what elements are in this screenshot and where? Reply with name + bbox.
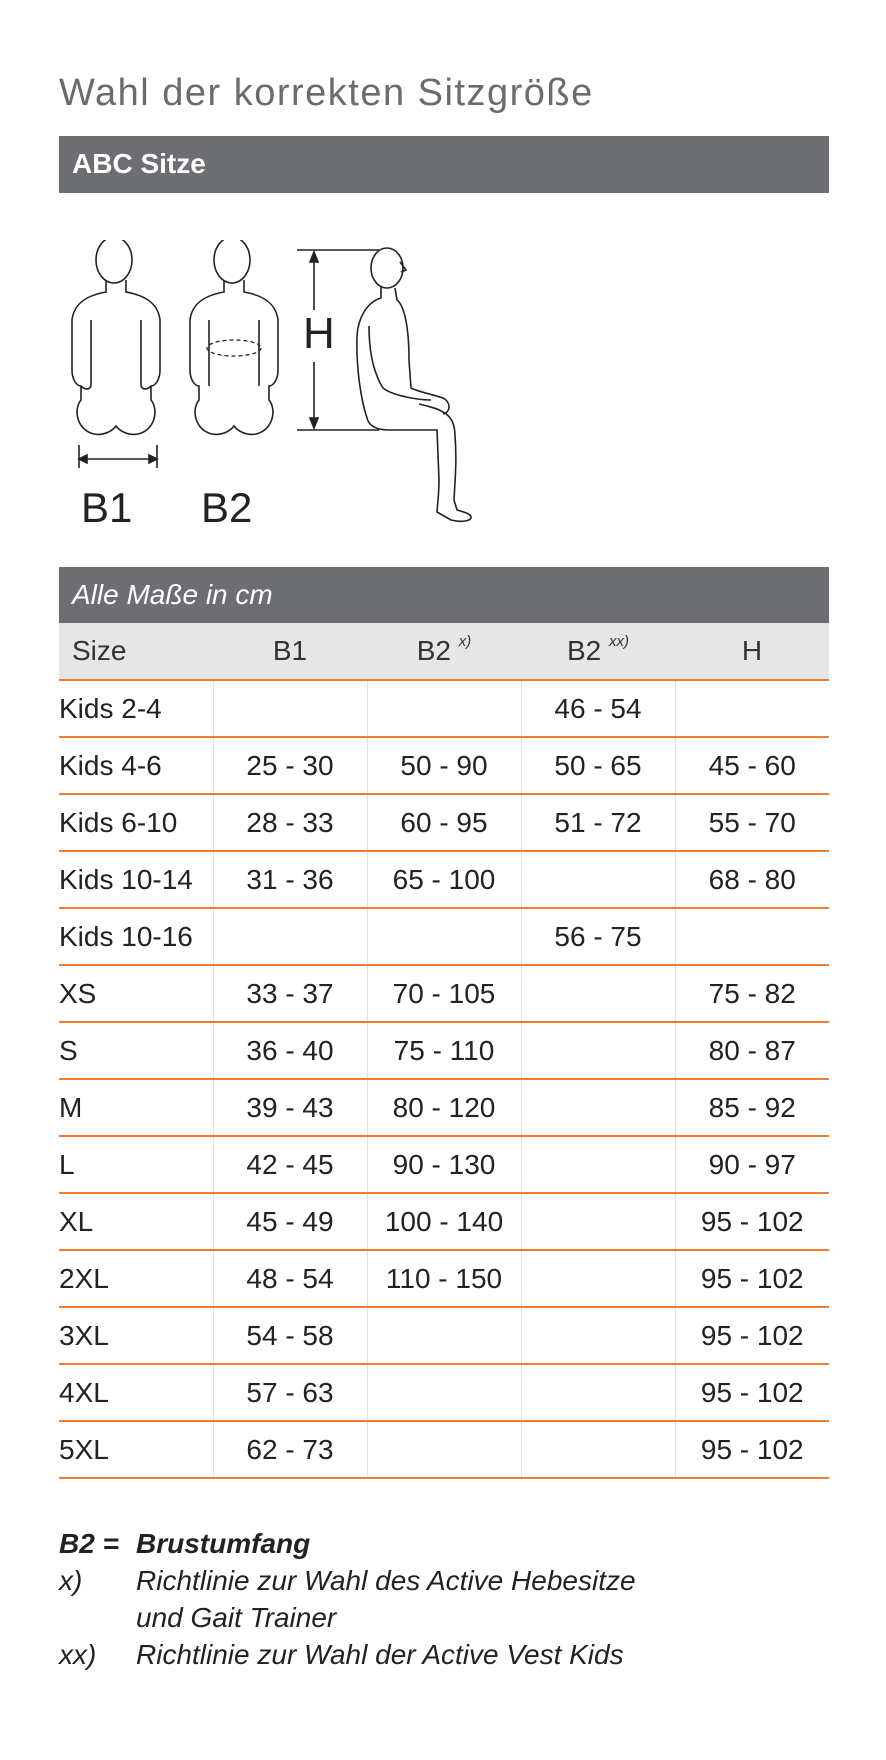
footnotes [59, 1525, 829, 1673]
footnote-text: und Gait Trainer [136, 1602, 337, 1633]
table-row [59, 1307, 829, 1364]
cell-b2xx [521, 1250, 675, 1307]
cell-b2x: 65 - 100 [367, 851, 521, 908]
footnote-b2 [59, 1525, 829, 1562]
cell-h: 95 - 102 [675, 1193, 829, 1250]
footnote-x [59, 1562, 829, 1599]
header-b2x-label: B2 [416, 635, 451, 666]
header-size: Size [59, 623, 213, 680]
table-row [59, 965, 829, 1022]
cell-size: Kids 2-4 [59, 680, 213, 737]
torso-figure-b2 [190, 240, 278, 434]
cell-size: Kids 10-14 [59, 851, 213, 908]
cell-b2xx [521, 1079, 675, 1136]
cell-size: Kids 10-16 [59, 908, 213, 965]
cell-h [675, 908, 829, 965]
table-row [59, 908, 829, 965]
cell-b2xx [521, 1307, 675, 1364]
cell-h: 55 - 70 [675, 794, 829, 851]
cell-h: 85 - 92 [675, 1079, 829, 1136]
table-row [59, 1079, 829, 1136]
cell-b2x: 50 - 90 [367, 737, 521, 794]
section-header [59, 136, 829, 193]
units-bar [59, 567, 829, 623]
cell-size: Kids 6-10 [59, 794, 213, 851]
footnote-key: B2 = [59, 1528, 119, 1559]
cell-b2x: 80 - 120 [367, 1079, 521, 1136]
table-row [59, 680, 829, 737]
cell-size: 2XL [59, 1250, 213, 1307]
cell-b1: 28 - 33 [213, 794, 367, 851]
table-row [59, 1364, 829, 1421]
body-measurement-illustration [59, 240, 519, 540]
cell-b2x [367, 1421, 521, 1478]
cell-b2xx [521, 1364, 675, 1421]
cell-b1: 25 - 30 [213, 737, 367, 794]
footnote-text: Richtlinie zur Wahl der Active Vest Kids [136, 1639, 624, 1670]
table-row [59, 1250, 829, 1307]
b1-label: B1 [81, 484, 133, 531]
footnote-key: xx) [59, 1639, 97, 1670]
header-b2x-marker: x) [458, 632, 472, 650]
table-header-row [59, 623, 829, 680]
footnote-key: x) [59, 1565, 83, 1596]
section-title: ABC Sitze [72, 148, 206, 179]
table-row [59, 737, 829, 794]
cell-b2x [367, 908, 521, 965]
cell-b2xx: 56 - 75 [521, 908, 675, 965]
size-table [59, 623, 829, 1479]
cell-b2xx: 46 - 54 [521, 680, 675, 737]
cell-b2xx [521, 1421, 675, 1478]
cell-b2x: 110 - 150 [367, 1250, 521, 1307]
header-b1: B1 [213, 623, 367, 680]
cell-size: L [59, 1136, 213, 1193]
cell-b2x: 70 - 105 [367, 965, 521, 1022]
cell-size: XL [59, 1193, 213, 1250]
header-b2xx-label: B2 [566, 635, 602, 666]
cell-b1: 42 - 45 [213, 1136, 367, 1193]
cell-h: 45 - 60 [675, 737, 829, 794]
cell-b2x [367, 1364, 521, 1421]
header-b2x [367, 623, 521, 680]
cell-b2x [367, 1307, 521, 1364]
cell-b2xx: 50 - 65 [521, 737, 675, 794]
torso-figure-b1 [72, 240, 160, 434]
units-label: Alle Maße in cm [72, 579, 273, 610]
cell-b1: 33 - 37 [213, 965, 367, 1022]
h-label: H [303, 309, 335, 358]
cell-h: 95 - 102 [675, 1364, 829, 1421]
footnote-xx [59, 1636, 829, 1673]
cell-b2xx [521, 1193, 675, 1250]
table-row [59, 1136, 829, 1193]
footnote-key [59, 1599, 136, 1636]
cell-h: 75 - 82 [675, 965, 829, 1022]
cell-b1 [213, 908, 367, 965]
cell-size: XS [59, 965, 213, 1022]
table-row [59, 1193, 829, 1250]
cell-b1: 45 - 49 [213, 1193, 367, 1250]
cell-b1: 62 - 73 [213, 1421, 367, 1478]
cell-h: 95 - 102 [675, 1421, 829, 1478]
cell-b1: 48 - 54 [213, 1250, 367, 1307]
cell-b2xx: 51 - 72 [521, 794, 675, 851]
cell-b2x [367, 680, 521, 737]
cell-size: 4XL [59, 1364, 213, 1421]
footnote-x-continued [59, 1599, 829, 1636]
footnote-text: Richtlinie zur Wahl des Active Hebesitze [136, 1565, 636, 1596]
b2-label: B2 [201, 484, 253, 531]
cell-size: 5XL [59, 1421, 213, 1478]
cell-h: 90 - 97 [675, 1136, 829, 1193]
cell-b1 [213, 680, 367, 737]
header-b2xx [521, 623, 675, 680]
cell-b1: 57 - 63 [213, 1364, 367, 1421]
header-b2xx-marker: xx) [609, 632, 630, 650]
cell-size: M [59, 1079, 213, 1136]
cell-b2xx [521, 1022, 675, 1079]
cell-b2x: 60 - 95 [367, 794, 521, 851]
cell-h [675, 680, 829, 737]
cell-b2xx [521, 851, 675, 908]
cell-size: Kids 4-6 [59, 737, 213, 794]
size-table-container [59, 567, 829, 1479]
cell-b2xx [521, 1136, 675, 1193]
b1-width-arrow [79, 445, 157, 468]
cell-b2x: 90 - 130 [367, 1136, 521, 1193]
cell-h: 95 - 102 [675, 1307, 829, 1364]
cell-b1: 36 - 40 [213, 1022, 367, 1079]
header-h: H [675, 623, 829, 680]
cell-b1: 39 - 43 [213, 1079, 367, 1136]
table-row [59, 1022, 829, 1079]
footnote-text: Brustumfang [136, 1528, 311, 1559]
cell-b1: 54 - 58 [213, 1307, 367, 1364]
cell-h: 95 - 102 [675, 1250, 829, 1307]
cell-b2xx [521, 965, 675, 1022]
table-row [59, 794, 829, 851]
cell-h: 68 - 80 [675, 851, 829, 908]
page-title: Wahl der korrekten Sitzgröße [59, 72, 594, 114]
cell-b2x: 75 - 110 [367, 1022, 521, 1079]
cell-b2x: 100 - 140 [367, 1193, 521, 1250]
cell-size: 3XL [59, 1307, 213, 1364]
seated-figure [357, 248, 471, 521]
cell-b1: 31 - 36 [213, 851, 367, 908]
table-row [59, 1421, 829, 1478]
cell-h: 80 - 87 [675, 1022, 829, 1079]
table-row [59, 851, 829, 908]
cell-size: S [59, 1022, 213, 1079]
